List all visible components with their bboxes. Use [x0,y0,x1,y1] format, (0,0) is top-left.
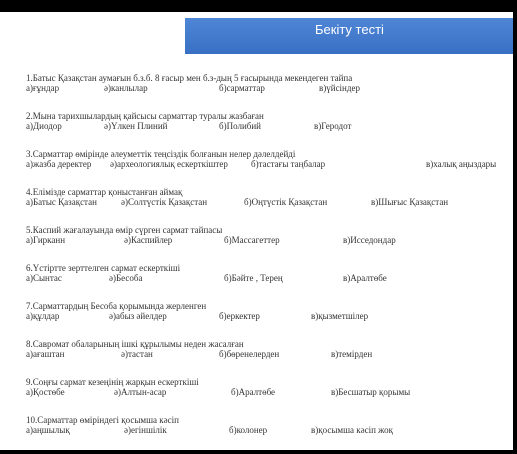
option-ae: ә)археологиялық ескерткіштер [110,159,228,169]
option-a: а)ғұндар [26,83,60,93]
question-3 [26,149,510,187]
option-ae: ә)Үлкен Плиний [104,121,168,131]
question-8 [26,339,510,377]
option-a: а)құлдар [26,311,60,321]
option-v: в)қосымша кәсіп жоқ [311,425,394,435]
option-b: б)Бәйте , Терең [224,273,283,283]
option-b: б)сарматтар [219,83,265,93]
option-a: а)Диодор [26,121,62,131]
option-b: б)еркектер [219,311,260,321]
question-5 [26,225,510,263]
option-a: а)Сынтас [26,273,62,283]
option-v: в)халық аңыздары [426,159,497,169]
question-text: 8.Савромат обаларының ішкі құрылымы неден жасалған [26,339,244,349]
option-a: а)Батыс Қазақстан [26,197,97,207]
answer-options [26,235,510,245]
answer-options [26,349,510,359]
slide-title: Бекіту тесті [315,22,384,37]
answer-options [26,311,510,321]
option-b: б)колонер [229,425,268,435]
option-b: б)Массагеттер [224,235,280,245]
question-9 [26,377,510,415]
option-a: а)жазба деректер [26,159,92,169]
option-v: в)үйсіндер [319,83,360,93]
option-ae: ә)Бесоба [109,273,143,283]
question-text: 5.Каспий жағалауында өмір сүрген сармат тайпасы [26,225,223,235]
option-ae: ә)Алтын-асар [114,387,167,397]
question-text: 1.Батыс Қазақстан аумағын б.з.б. 8 ғасыр мен б.з-дың 5 ғасырында мекендеген тайпа [26,73,353,83]
option-a: а)ағаштан [26,349,65,359]
option-b: б)Аралтөбе [231,387,276,397]
question-10 [26,415,510,453]
option-v: в)Геродот [314,121,352,131]
question-text: 6.Үстіртте зерттелген сармат ескерткіші [26,263,181,273]
option-a: а)Қостөбе [26,387,65,397]
option-ae: ә)егіншілік [124,425,167,435]
question-7 [26,301,510,339]
option-ae: ә)абыз әйелдер [109,311,167,321]
question-6 [26,263,510,301]
question-2 [26,111,510,149]
question-text: 3.Сарматтар өмірінде әлеуметтік теңсіздік болғанын нелер дәлелдейді [26,149,296,159]
option-b: б)Оңтүстік Қазақстан [244,197,328,207]
option-v: в)темірден [331,349,373,359]
option-v: в)Шығыс Қазақстан [371,197,449,207]
question-list [26,73,510,453]
question-text: 7.Сарматтардың Бесоба қорымында жерленген [26,301,207,311]
answer-options [26,121,510,131]
answer-options [26,387,510,397]
question-1 [26,73,510,111]
option-v: в)Бесшатыр қорымы [331,387,411,397]
option-b: б)Полибий [219,121,261,131]
option-ae: ә)тастан [121,349,153,359]
option-ae: ә)Каспийлер [124,235,173,245]
option-v: в)Исседондар [343,235,396,245]
option-v: в)Аралтөбе [343,273,387,283]
option-a: а)аңшылық [26,425,70,435]
question-4 [26,187,510,225]
answer-options [26,83,510,93]
answer-options [26,425,510,435]
option-b: б)бөренелерден [219,349,280,359]
question-text: 10.Сарматтар өміріндегі қосымша кәсіп [26,415,179,425]
question-text: 2.Мына тарихшылардың қайсысы сарматтар туралы жазбаған [26,111,264,121]
option-a: а)Гирканн [26,235,66,245]
option-ae: ә)канлылар [104,83,148,93]
answer-options [26,197,510,207]
slide [0,12,513,450]
answer-options [26,273,510,283]
question-text: 4.Елімізде сарматтар қоныстанған аймақ [26,187,183,197]
option-v: в)қызметшілер [311,311,369,321]
answer-options [26,159,510,169]
question-text: 9.Соңғы сармат кезеңінің жарқын ескерткіші [26,377,199,387]
option-ae: ә)Солтүстік Қазақстан [121,197,208,207]
option-b: б)тастағы таңбалар [251,159,326,169]
